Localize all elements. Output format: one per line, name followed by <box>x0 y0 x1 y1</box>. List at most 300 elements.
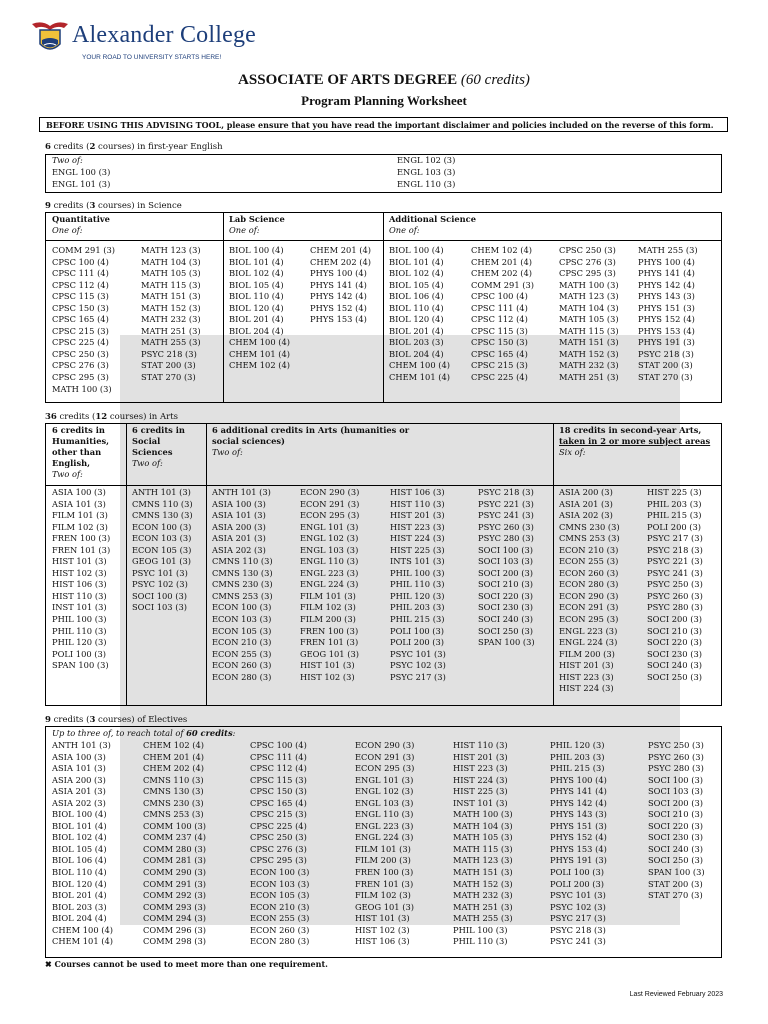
course-item: ASIA 201 (3) <box>212 533 266 544</box>
course-item: COMM 293 (3) <box>143 901 207 912</box>
course-item: CPSC 100 (4) <box>471 291 528 302</box>
course-item: PSYC 241 (3) <box>478 510 534 521</box>
course-item: ASIA 201 (3) <box>52 786 106 797</box>
course-item: CMNS 230 (3) <box>559 521 620 532</box>
course-item: ASIA 100 (3) <box>212 498 266 509</box>
course-item: ECON 291 (3) <box>559 602 619 613</box>
course-item: PHIL 110 (3) <box>52 625 107 636</box>
course-item: BIOL 110 (4) <box>389 302 444 313</box>
course-item: ENGL 110 (3) <box>355 809 414 820</box>
course-item: PSYC 221 (3) <box>647 556 703 567</box>
course-item: PSYC 280 (3) <box>478 533 534 544</box>
course-item: ASIA 101 (3) <box>212 510 266 521</box>
course-item: PSYC 260 (3) <box>647 590 703 601</box>
course-item: HIST 110 (3) <box>390 498 445 509</box>
course-item: PHIL 203 (3) <box>390 602 445 613</box>
course-item: PHYS 191 (3) <box>550 855 607 866</box>
course-item: MATH 100 (3) <box>52 383 112 394</box>
course-item: PSYC 217 (3) <box>647 533 703 544</box>
course-item: GEOG 101 (3) <box>355 901 414 912</box>
arts-col-8 <box>647 487 703 683</box>
course-item: BIOL 102 (4) <box>389 268 444 279</box>
course-item: ENGL 103 (3) <box>300 544 359 555</box>
course-item: ASIA 202 (3) <box>559 510 613 521</box>
course-item: MATH 100 (3) <box>453 809 513 820</box>
course-item: CPSC 165 (4) <box>52 314 109 325</box>
course-item: PSYC 218 (3) <box>647 544 703 555</box>
additional-arts-header: 6 additional credits in Arts (humanities or social sciences) Two of: <box>212 425 410 457</box>
tagline: YOUR ROAD TO UNIVERSITY STARTS HERE! <box>82 54 222 61</box>
course-item: MATH 152 (3) <box>141 302 201 313</box>
course-item: MATH 105 (3) <box>559 314 619 325</box>
course-item: FILM 102 (3) <box>300 602 356 613</box>
course-item: BIOL 106 (4) <box>52 855 107 866</box>
arts-col-6 <box>478 487 535 649</box>
course-item: PHYS 152 (4) <box>310 302 367 313</box>
electives-heading: 9 credits (3 courses) of Electives <box>45 715 188 725</box>
science-col-3 <box>229 245 290 372</box>
course-item: PSYC 280 (3) <box>648 763 704 774</box>
course-item: STAT 270 (3) <box>141 372 196 383</box>
course-item: ANTH 101 (3) <box>132 487 191 497</box>
course-item: MATH 255 (3) <box>141 337 201 348</box>
course-item: MATH 152 (3) <box>453 878 513 889</box>
course-item: SOCI 100 (3) <box>648 774 703 785</box>
course-item: PHIL 110 (3) <box>390 579 445 590</box>
course-item: COMM 291 (3) <box>471 279 535 290</box>
course-item: ENGL 110 (3) <box>300 556 359 567</box>
course-item: CMNS 253 (3) <box>212 590 273 601</box>
course-item: PSYC 101 (3) <box>390 648 446 659</box>
course-item: PSYC 102 (3) <box>550 901 606 912</box>
course-item: FREN 101 (3) <box>52 544 111 555</box>
course-item: MATH 105 (3) <box>453 832 513 843</box>
course-item: ECON 255 (3) <box>212 648 272 659</box>
course-item: MATH 123 (3) <box>559 291 619 302</box>
course-item: ECON 260 (3) <box>212 660 272 671</box>
course-item: MATH 251 (3) <box>453 901 513 912</box>
english-heading: 6 credits (2 courses) in first-year English <box>45 142 223 152</box>
course-item: CPSC 295 (3) <box>250 855 307 866</box>
course-item: ASIA 100 (3) <box>52 751 106 762</box>
course-item: COMM 294 (3) <box>143 913 207 924</box>
course-item: CPSC 111 (4) <box>471 302 528 313</box>
course-item: BIOL 110 (4) <box>52 867 107 878</box>
course-item: CPSC 295 (3) <box>559 268 616 279</box>
course-item: STAT 200 (3) <box>648 878 703 889</box>
course-item: CPSC 112 (4) <box>250 763 307 774</box>
course-item: CPSC 250 (3) <box>559 245 616 255</box>
course-item: CHEM 102 (4) <box>229 360 290 371</box>
course-item: BIOL 101 (4) <box>389 256 444 267</box>
science-heading: 9 credits (3 courses) in Science <box>45 201 182 211</box>
course-item: MATH 232 (3) <box>559 360 619 371</box>
course-item: PHYS 191 (3) <box>638 337 695 348</box>
course-item: CHEM 100 (4) <box>389 360 450 371</box>
course-item: STAT 270 (3) <box>638 372 693 383</box>
page-subtitle: Program Planning Worksheet <box>301 93 467 108</box>
course-item: COMM 237 (4) <box>143 832 207 843</box>
course-item: PSYC 217 (3) <box>550 913 606 924</box>
course-item: PHYS 141 (4) <box>310 279 367 290</box>
course-item: BIOL 203 (3) <box>389 337 444 348</box>
course-item: BIOL 102 (4) <box>229 268 284 279</box>
course-item: MATH 104 (3) <box>141 256 201 267</box>
course-item: BIOL 100 (4) <box>229 245 284 255</box>
course-item: ECON 260 (3) <box>559 567 619 578</box>
course-item: SOCI 240 (3) <box>647 660 702 671</box>
course-item: MATH 115 (3) <box>559 325 619 336</box>
social-sciences-header: 6 credits in Social Sciences Two of: <box>132 425 185 468</box>
course-item: ECON 280 (3) <box>250 936 310 947</box>
course-item: PHIL 110 (3) <box>453 936 508 947</box>
course-item: BIOL 120 (4) <box>229 302 284 313</box>
course-item: CMNS 130 (3) <box>132 510 193 521</box>
course-item: CMNS 130 (3) <box>143 786 204 797</box>
course-item: CHEM 202 (4) <box>471 268 532 279</box>
english-box <box>45 154 722 193</box>
course-item: PSYC 280 (3) <box>647 602 703 613</box>
electives-col-2 <box>143 740 206 948</box>
course-item: ANTH 101 (3) <box>52 740 111 750</box>
course-item: HIST 110 (3) <box>52 590 107 601</box>
course-item: PHYS 142 (4) <box>550 797 607 808</box>
course-item: PSYC 218 (3) <box>141 348 197 359</box>
course-item: SOCI 200 (3) <box>648 797 703 808</box>
course-item: PHYS 142 (4) <box>638 279 695 290</box>
course-item: MATH 232 (3) <box>141 314 201 325</box>
course-item: FILM 200 (3) <box>300 614 356 625</box>
arts-col-4 <box>300 487 359 683</box>
course-item: CMNS 253 (3) <box>143 809 204 820</box>
course-item: PHIL 100 (3) <box>390 567 445 578</box>
course-item: CPSC 215 (3) <box>250 809 307 820</box>
course-item: ECON 291 (3) <box>355 751 415 762</box>
course-item: HIST 224 (3) <box>390 533 445 544</box>
course-item: BIOL 101 (4) <box>229 256 284 267</box>
course-item: BIOL 203 (3) <box>52 901 107 912</box>
course-item: PSYC 260 (3) <box>648 751 704 762</box>
course-item: BIOL 204 (4) <box>52 913 107 924</box>
course-item: HIST 225 (3) <box>453 786 508 797</box>
course-item: SOCI 220 (3) <box>478 590 533 601</box>
arts-col-7 <box>559 487 620 695</box>
course-item: ECON 280 (3) <box>559 579 619 590</box>
course-item: POLI 100 (3) <box>390 625 445 636</box>
electives-note: Up to three of, to reach total of 60 credits: <box>52 728 236 738</box>
course-item: FILM 200 (3) <box>355 855 411 866</box>
course-item: PHIL 215 (3) <box>550 763 605 774</box>
course-item: PHIL 215 (3) <box>647 510 702 521</box>
course-item: PHYS 143 (3) <box>550 809 607 820</box>
course-item: PHIL 120 (3) <box>390 590 445 601</box>
course-item: MATH 152 (3) <box>559 348 619 359</box>
course-item: CMNS 230 (3) <box>212 579 273 590</box>
science-col-8 <box>638 245 698 384</box>
course-item: SPAN 100 (3) <box>52 660 109 671</box>
course-item: HIST 201 (3) <box>453 751 508 762</box>
course-item: PHYS 153 (4) <box>550 843 607 854</box>
course-item: CPSC 115 (3) <box>471 325 528 336</box>
course-item: ECON 290 (3) <box>559 590 619 601</box>
course-item: CHEM 201 (4) <box>143 751 204 762</box>
course-item: CPSC 215 (3) <box>52 325 109 336</box>
course-item: MATH 251 (3) <box>141 325 201 336</box>
course-item: POLI 100 (3) <box>550 867 605 878</box>
course-item: CMNS 110 (3) <box>132 498 193 509</box>
college-logo <box>30 18 260 68</box>
course-item: MATH 104 (3) <box>453 820 513 831</box>
course-item: SOCI 200 (3) <box>478 567 533 578</box>
course-item: CHEM 202 (4) <box>143 763 204 774</box>
course-item: HIST 101 (3) <box>52 556 107 567</box>
course-item: CPSC 225 (4) <box>471 372 528 383</box>
course-item: HIST 201 (3) <box>390 510 445 521</box>
course-item: CPSC 150 (3) <box>52 302 109 313</box>
course-item: ECON 210 (3) <box>212 637 272 648</box>
course-item: PSYC 218 (3) <box>638 348 694 359</box>
course-item: MATH 115 (3) <box>141 279 201 290</box>
course-item: BIOL 106 (4) <box>389 291 444 302</box>
course-item: COMM 296 (3) <box>143 924 207 935</box>
additional-science-header: Additional Science One of: <box>389 214 476 235</box>
course-item: MATH 105 (3) <box>141 268 201 279</box>
course-item: PHIL 100 (3) <box>52 614 107 625</box>
course-item: MATH 232 (3) <box>453 890 513 901</box>
page-title: ASSOCIATE OF ARTS DEGREE (60 credits) <box>238 72 530 88</box>
science-col-7 <box>559 245 619 384</box>
course-item: HIST 102 (3) <box>355 924 410 935</box>
course-item: SOCI 103 (3) <box>478 556 533 567</box>
course-item: CPSC 112 (4) <box>471 314 528 325</box>
course-item: CHEM 100 (4) <box>52 924 113 935</box>
course-item: CPSC 115 (3) <box>250 774 307 785</box>
course-item: BIOL 105 (4) <box>389 279 444 290</box>
course-item: ENGL 102 (3) <box>300 533 359 544</box>
course-item: SOCI 103 (3) <box>132 602 187 613</box>
course-item: CPSC 225 (4) <box>250 820 307 831</box>
course-item: CMNS 110 (3) <box>143 774 204 785</box>
course-item: FILM 102 (3) <box>355 890 411 901</box>
course-item: ECON 105 (3) <box>212 625 272 636</box>
course-item: PHYS 100 (4) <box>310 268 367 279</box>
course-item: CHEM 100 (4) <box>229 337 290 348</box>
course-item: PHYS 141 (4) <box>550 786 607 797</box>
course-item: INST 101 (3) <box>453 797 508 808</box>
course-item: MATH 151 (3) <box>453 867 513 878</box>
course-item: MATH 151 (3) <box>141 291 201 302</box>
course-item: HIST 106 (3) <box>52 579 107 590</box>
course-item: HIST 101 (3) <box>300 660 355 671</box>
course-item: MATH 251 (3) <box>559 372 619 383</box>
course-item: CPSC 276 (3) <box>559 256 616 267</box>
course-item: ECON 295 (3) <box>355 763 415 774</box>
course-item: BIOL 100 (4) <box>389 245 444 255</box>
course-item: FREN 101 (3) <box>355 878 414 889</box>
course-item: MATH 100 (3) <box>559 279 619 290</box>
second-year-arts-header: 18 credits in second-year Arts, taken in 2 or more subject areas Six of: <box>559 425 711 457</box>
course-item: SOCI 240 (3) <box>648 843 703 854</box>
arts-col-2 <box>132 487 193 614</box>
course-item: SOCI 250 (3) <box>478 625 533 636</box>
course-item: ECON 100 (3) <box>250 867 310 878</box>
course-item: GEOG 101 (3) <box>300 648 359 659</box>
course-item: ASIA 101 (3) <box>52 498 106 509</box>
course-item: CMNS 110 (3) <box>212 556 273 567</box>
course-item: ECON 103 (3) <box>250 878 310 889</box>
course-item: CHEM 102 (4) <box>143 740 204 750</box>
course-item: HIST 106 (3) <box>390 487 445 497</box>
course-item: CPSC 100 (4) <box>52 256 109 267</box>
course-item: HIST 223 (3) <box>390 521 445 532</box>
course-item: PHYS 141 (4) <box>638 268 695 279</box>
course-item: ECON 255 (3) <box>559 556 619 567</box>
course-item: ECON 100 (3) <box>132 521 192 532</box>
course-item: BIOL 120 (4) <box>52 878 107 889</box>
course-item: SOCI 250 (3) <box>647 671 702 682</box>
course-item: PSYC 101 (3) <box>132 567 188 578</box>
course-item: FILM 200 (3) <box>559 648 615 659</box>
course-item: GEOG 101 (3) <box>132 556 191 567</box>
english-right: ENGL 102 (3) ENGL 103 (3) ENGL 110 (3) <box>397 155 456 189</box>
electives-col-5 <box>453 740 513 948</box>
course-item: CHEM 101 (4) <box>229 348 290 359</box>
course-item: COMM 292 (3) <box>143 890 207 901</box>
course-item: SOCI 210 (3) <box>647 625 702 636</box>
course-item: FILM 101 (3) <box>300 590 356 601</box>
course-item: PHYS 152 (4) <box>550 832 607 843</box>
course-item: COMM 291 (3) <box>143 878 207 889</box>
course-item: BIOL 105 (4) <box>229 279 284 290</box>
course-item: BIOL 201 (4) <box>52 890 107 901</box>
course-item: MATH 123 (3) <box>141 245 201 255</box>
course-item: ENGL 101 (3) <box>300 521 359 532</box>
course-item: FILM 101 (3) <box>52 510 108 521</box>
course-item: ASIA 202 (3) <box>212 544 266 555</box>
course-item: CHEM 101 (4) <box>389 372 450 383</box>
course-item: COMM 100 (3) <box>143 820 207 831</box>
course-item: ENGL 224 (3) <box>300 579 359 590</box>
course-item: MATH 151 (3) <box>559 337 619 348</box>
course-item: ECON 280 (3) <box>212 671 272 682</box>
course-item: SPAN 100 (3) <box>648 867 705 878</box>
course-item: CHEM 201 (4) <box>310 245 371 255</box>
course-item: FREN 100 (3) <box>355 867 414 878</box>
course-item: ECON 103 (3) <box>212 614 272 625</box>
course-item: ENGL 223 (3) <box>559 625 618 636</box>
course-item: CHEM 201 (4) <box>471 256 532 267</box>
course-item: PHIL 203 (3) <box>550 751 605 762</box>
course-item: HIST 224 (3) <box>559 683 614 694</box>
course-item: ENGL 224 (3) <box>355 832 414 843</box>
course-item: SOCI 230 (3) <box>647 648 702 659</box>
course-item: ECON 295 (3) <box>300 510 360 521</box>
course-item: POLI 200 (3) <box>550 878 605 889</box>
course-item: MATH 255 (3) <box>638 245 698 255</box>
course-item: PHIL 120 (3) <box>550 740 605 750</box>
course-item: POLI 200 (3) <box>390 637 445 648</box>
course-item: HIST 201 (3) <box>559 660 614 671</box>
course-item: PHIL 203 (3) <box>647 498 702 509</box>
science-col-6 <box>471 245 534 384</box>
electives-col-6 <box>550 740 607 948</box>
course-item: FILM 101 (3) <box>355 843 411 854</box>
course-item: ECON 210 (3) <box>559 544 619 555</box>
course-item: HIST 223 (3) <box>453 763 508 774</box>
course-item: ECON 105 (3) <box>250 890 310 901</box>
course-item: CPSC 150 (3) <box>250 786 307 797</box>
course-item: INTS 101 (3) <box>390 556 445 567</box>
course-item: ENGL 103 (3) <box>355 797 414 808</box>
course-item: CPSC 150 (3) <box>471 337 528 348</box>
course-item: CHEM 202 (4) <box>310 256 371 267</box>
course-item: PHYS 153 (4) <box>638 325 695 336</box>
course-item: BIOL 204 (4) <box>229 325 284 336</box>
course-item: ECON 255 (3) <box>250 913 310 924</box>
course-item: HIST 101 (3) <box>355 913 410 924</box>
electives-col-7 <box>648 740 705 902</box>
crest-icon <box>30 18 70 58</box>
course-item: SPAN 100 (3) <box>478 637 535 648</box>
course-item: CPSC 111 (4) <box>52 268 109 279</box>
course-item: SOCI 230 (3) <box>648 832 703 843</box>
course-item: ENGL 101 (3) <box>355 774 414 785</box>
electives-col-3 <box>250 740 309 948</box>
course-item: PHYS 153 (4) <box>310 314 367 325</box>
course-item: SOCI 103 (3) <box>648 786 703 797</box>
course-item: ENGL 224 (3) <box>559 637 618 648</box>
course-item: CPSC 115 (3) <box>52 291 109 302</box>
course-item: ECON 100 (3) <box>212 602 272 613</box>
course-item: BIOL 204 (4) <box>389 348 444 359</box>
course-item: PSYC 221 (3) <box>478 498 534 509</box>
course-item: BIOL 201 (4) <box>389 325 444 336</box>
course-item: ANTH 101 (3) <box>212 487 271 497</box>
course-item: HIST 102 (3) <box>300 671 355 682</box>
course-item: ECON 105 (3) <box>132 544 192 555</box>
course-item: CMNS 130 (3) <box>212 567 273 578</box>
electives-col-4 <box>355 740 414 948</box>
course-item: STAT 200 (3) <box>638 360 693 371</box>
course-item: CHEM 101 (4) <box>52 936 113 947</box>
course-item: HIST 106 (3) <box>355 936 410 947</box>
course-item: COMM 298 (3) <box>143 936 207 947</box>
science-col-2 <box>141 245 201 384</box>
course-item: SOCI 200 (3) <box>647 614 702 625</box>
course-item: PSYC 102 (3) <box>390 660 446 671</box>
course-item: HIST 110 (3) <box>453 740 508 750</box>
course-item: ECON 260 (3) <box>250 924 310 935</box>
course-item: PHYS 100 (4) <box>550 774 607 785</box>
course-item: SOCI 100 (3) <box>132 590 187 601</box>
course-item: PSYC 102 (3) <box>132 579 188 590</box>
course-item: ENGL 102 (3) <box>355 786 414 797</box>
course-item: FREN 100 (3) <box>300 625 359 636</box>
course-item: PSYC 218 (3) <box>550 924 606 935</box>
course-item: CPSC 165 (4) <box>471 348 528 359</box>
lab-science-header: Lab Science One of: <box>229 214 285 235</box>
course-item: PSYC 241 (3) <box>550 936 606 947</box>
course-item: PSYC 218 (3) <box>478 487 534 497</box>
course-item: FREN 101 (3) <box>300 637 359 648</box>
course-item: ASIA 201 (3) <box>559 498 613 509</box>
disclaimer-box: BEFORE USING THIS ADVISING TOOL, please ensure that you have read the important disclaimer and policies included on the reverse of this form. <box>39 117 728 132</box>
course-item: CHEM 102 (4) <box>471 245 532 255</box>
footnote: ✖ Courses cannot be used to meet more than one requirement. <box>45 959 328 969</box>
course-item: SOCI 220 (3) <box>648 820 703 831</box>
college-name: Alexander College <box>72 22 256 48</box>
science-col-4 <box>310 245 371 326</box>
